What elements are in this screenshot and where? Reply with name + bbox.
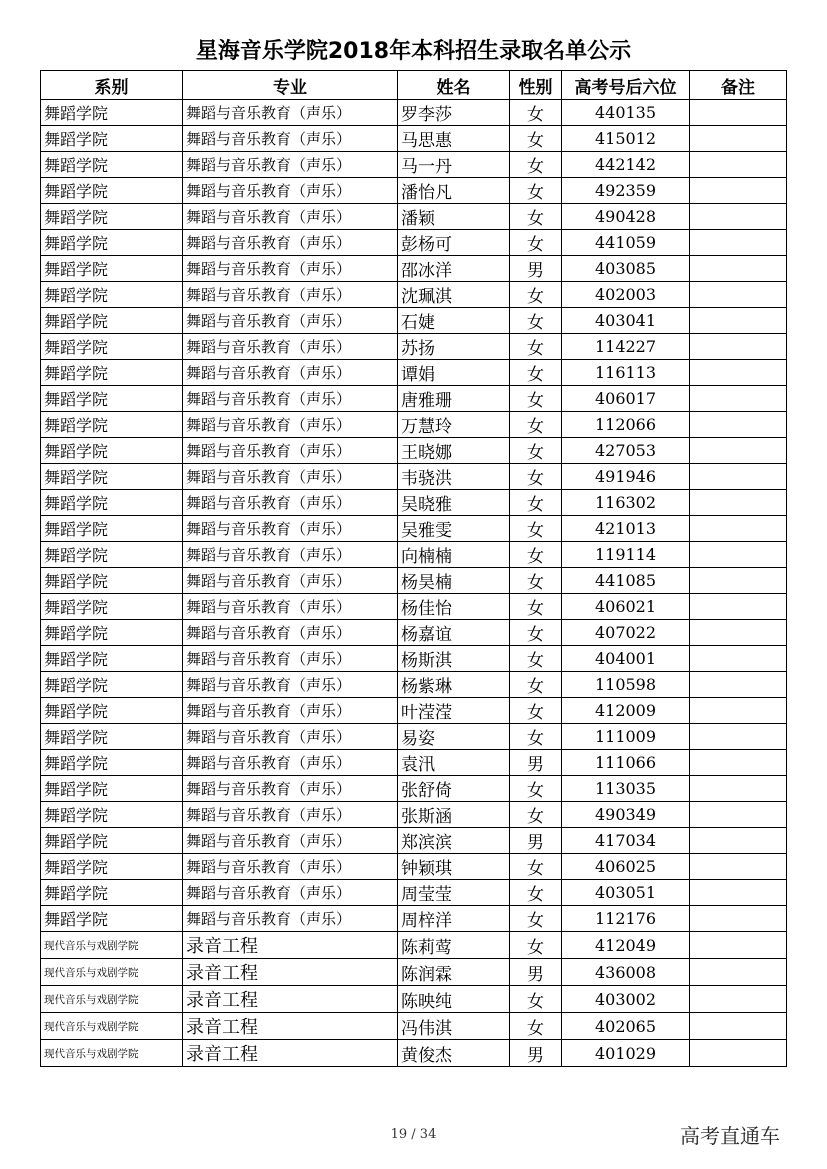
- table-row: [41, 802, 787, 828]
- cell-exam-no: 436008: [562, 959, 690, 986]
- cell-exam-no: 116113: [562, 360, 690, 386]
- admission-table: [40, 70, 787, 1067]
- cell-dept: 舞蹈学院: [41, 490, 183, 516]
- cell-dept: 舞蹈学院: [41, 282, 183, 308]
- cell-note: [690, 854, 787, 880]
- cell-name: 陈莉莺: [398, 932, 510, 959]
- cell-dept: 舞蹈学院: [41, 802, 183, 828]
- cell-name: 潘颖: [398, 204, 510, 230]
- cell-major: 舞蹈与音乐教育（声乐）: [183, 256, 398, 282]
- cell-exam-no: 114227: [562, 334, 690, 360]
- cell-major: 舞蹈与音乐教育（声乐）: [183, 854, 398, 880]
- table-row: [41, 204, 787, 230]
- table-row: [41, 568, 787, 594]
- cell-name: 袁汛: [398, 750, 510, 776]
- cell-note: [690, 932, 787, 959]
- cell-dept: 现代音乐与戏剧学院: [41, 1013, 183, 1040]
- table-row: [41, 282, 787, 308]
- page-number: 19 / 34: [390, 1127, 437, 1142]
- cell-major: 舞蹈与音乐教育（声乐）: [183, 126, 398, 152]
- cell-exam-no: 441059: [562, 230, 690, 256]
- cell-exam-no: 112066: [562, 412, 690, 438]
- cell-name: 吴雅雯: [398, 516, 510, 542]
- cell-major: 录音工程: [183, 1013, 398, 1040]
- cell-gender: 女: [510, 594, 562, 620]
- cell-gender: 女: [510, 178, 562, 204]
- cell-note: [690, 594, 787, 620]
- cell-major: 舞蹈与音乐教育（声乐）: [183, 360, 398, 386]
- table-row: [41, 464, 787, 490]
- cell-dept: 舞蹈学院: [41, 646, 183, 672]
- cell-name: 吴晓雅: [398, 490, 510, 516]
- cell-name: 苏扬: [398, 334, 510, 360]
- cell-note: [690, 828, 787, 854]
- cell-note: [690, 1013, 787, 1040]
- cell-major: 舞蹈与音乐教育（声乐）: [183, 698, 398, 724]
- cell-note: [690, 412, 787, 438]
- cell-major: 舞蹈与音乐教育（声乐）: [183, 724, 398, 750]
- cell-note: [690, 490, 787, 516]
- cell-note: [690, 308, 787, 334]
- cell-name: 陈映纯: [398, 986, 510, 1013]
- cell-dept: 舞蹈学院: [41, 854, 183, 880]
- cell-note: [690, 178, 787, 204]
- cell-note: [690, 986, 787, 1013]
- cell-gender: 女: [510, 542, 562, 568]
- cell-dept: 舞蹈学院: [41, 906, 183, 932]
- cell-exam-no: 111066: [562, 750, 690, 776]
- cell-exam-no: 403051: [562, 880, 690, 906]
- cell-exam-no: 402065: [562, 1013, 690, 1040]
- cell-name: 石婕: [398, 308, 510, 334]
- table-row: [41, 698, 787, 724]
- table-row: [41, 360, 787, 386]
- cell-note: [690, 334, 787, 360]
- cell-major: 舞蹈与音乐教育（声乐）: [183, 152, 398, 178]
- cell-dept: 现代音乐与戏剧学院: [41, 932, 183, 959]
- cell-gender: 女: [510, 516, 562, 542]
- cell-major: 舞蹈与音乐教育（声乐）: [183, 490, 398, 516]
- cell-dept: 舞蹈学院: [41, 464, 183, 490]
- table-body: [41, 100, 787, 1067]
- table-row: [41, 438, 787, 464]
- cell-dept: 舞蹈学院: [41, 568, 183, 594]
- cell-exam-no: 491946: [562, 464, 690, 490]
- table-row: [41, 672, 787, 698]
- cell-major: 舞蹈与音乐教育（声乐）: [183, 568, 398, 594]
- table-row: [41, 828, 787, 854]
- cell-name: 杨斯淇: [398, 646, 510, 672]
- cell-note: [690, 750, 787, 776]
- cell-dept: 舞蹈学院: [41, 204, 183, 230]
- cell-name: 彭杨可: [398, 230, 510, 256]
- cell-gender: 女: [510, 986, 562, 1013]
- table-row: [41, 724, 787, 750]
- cell-dept: 舞蹈学院: [41, 308, 183, 334]
- cell-gender: 男: [510, 1040, 562, 1067]
- cell-note: [690, 568, 787, 594]
- cell-note: [690, 620, 787, 646]
- cell-name: 黄俊杰: [398, 1040, 510, 1067]
- header-exam-no: 高考号后六位: [562, 71, 690, 100]
- cell-dept: 舞蹈学院: [41, 828, 183, 854]
- cell-note: [690, 386, 787, 412]
- cell-name: 冯伟淇: [398, 1013, 510, 1040]
- cell-gender: 女: [510, 308, 562, 334]
- cell-major: 舞蹈与音乐教育（声乐）: [183, 230, 398, 256]
- cell-name: 潘怡凡: [398, 178, 510, 204]
- cell-gender: 女: [510, 438, 562, 464]
- cell-major: 舞蹈与音乐教育（声乐）: [183, 282, 398, 308]
- cell-major: 舞蹈与音乐教育（声乐）: [183, 880, 398, 906]
- table-header-row: [41, 71, 787, 100]
- cell-name: 王晓娜: [398, 438, 510, 464]
- cell-dept: 舞蹈学院: [41, 360, 183, 386]
- cell-exam-no: 412049: [562, 932, 690, 959]
- cell-dept: 现代音乐与戏剧学院: [41, 959, 183, 986]
- cell-name: 向楠楠: [398, 542, 510, 568]
- table-row: [41, 334, 787, 360]
- table-row: [41, 152, 787, 178]
- cell-name: 张舒倚: [398, 776, 510, 802]
- cell-name: 易姿: [398, 724, 510, 750]
- cell-major: 舞蹈与音乐教育（声乐）: [183, 906, 398, 932]
- cell-dept: 现代音乐与戏剧学院: [41, 986, 183, 1013]
- cell-gender: 女: [510, 932, 562, 959]
- cell-dept: 舞蹈学院: [41, 152, 183, 178]
- table-row: [41, 412, 787, 438]
- cell-exam-no: 404001: [562, 646, 690, 672]
- cell-name: 邵冰洋: [398, 256, 510, 282]
- cell-exam-no: 111009: [562, 724, 690, 750]
- cell-major: 舞蹈与音乐教育（声乐）: [183, 178, 398, 204]
- cell-exam-no: 441085: [562, 568, 690, 594]
- cell-major: 舞蹈与音乐教育（声乐）: [183, 464, 398, 490]
- cell-dept: 舞蹈学院: [41, 412, 183, 438]
- cell-exam-no: 492359: [562, 178, 690, 204]
- cell-major: 舞蹈与音乐教育（声乐）: [183, 334, 398, 360]
- cell-exam-no: 406025: [562, 854, 690, 880]
- cell-note: [690, 438, 787, 464]
- cell-gender: 男: [510, 959, 562, 986]
- header-note: 备注: [690, 71, 787, 100]
- table-row: [41, 308, 787, 334]
- cell-exam-no: 412009: [562, 698, 690, 724]
- cell-dept: 舞蹈学院: [41, 386, 183, 412]
- cell-note: [690, 724, 787, 750]
- table-row: [41, 986, 787, 1013]
- cell-dept: 现代音乐与戏剧学院: [41, 1040, 183, 1067]
- cell-exam-no: 427053: [562, 438, 690, 464]
- cell-dept: 舞蹈学院: [41, 594, 183, 620]
- cell-major: 舞蹈与音乐教育（声乐）: [183, 750, 398, 776]
- cell-major: 舞蹈与音乐教育（声乐）: [183, 646, 398, 672]
- cell-note: [690, 542, 787, 568]
- cell-exam-no: 119114: [562, 542, 690, 568]
- cell-note: [690, 230, 787, 256]
- cell-note: [690, 516, 787, 542]
- cell-gender: 女: [510, 386, 562, 412]
- cell-note: [690, 880, 787, 906]
- cell-note: [690, 1040, 787, 1067]
- cell-gender: 女: [510, 1013, 562, 1040]
- cell-name: 周莹莹: [398, 880, 510, 906]
- cell-exam-no: 415012: [562, 126, 690, 152]
- cell-name: 杨昊楠: [398, 568, 510, 594]
- cell-note: [690, 100, 787, 126]
- cell-exam-no: 110598: [562, 672, 690, 698]
- cell-major: 录音工程: [183, 1040, 398, 1067]
- cell-dept: 舞蹈学院: [41, 438, 183, 464]
- table-row: [41, 880, 787, 906]
- cell-note: [690, 776, 787, 802]
- cell-dept: 舞蹈学院: [41, 542, 183, 568]
- cell-note: [690, 906, 787, 932]
- cell-dept: 舞蹈学院: [41, 516, 183, 542]
- cell-dept: 舞蹈学院: [41, 620, 183, 646]
- cell-note: [690, 204, 787, 230]
- watermark: 高考直通车: [680, 1124, 780, 1148]
- header-major: 专业: [183, 71, 398, 100]
- cell-name: 郑滨滨: [398, 828, 510, 854]
- cell-dept: 舞蹈学院: [41, 126, 183, 152]
- cell-major: 舞蹈与音乐教育（声乐）: [183, 386, 398, 412]
- table-row: [41, 1013, 787, 1040]
- cell-dept: 舞蹈学院: [41, 672, 183, 698]
- cell-name: 罗李莎: [398, 100, 510, 126]
- cell-gender: 女: [510, 906, 562, 932]
- cell-dept: 舞蹈学院: [41, 256, 183, 282]
- table-row: [41, 542, 787, 568]
- cell-name: 钟颖琪: [398, 854, 510, 880]
- table-row: [41, 386, 787, 412]
- cell-gender: 女: [510, 282, 562, 308]
- table-row: [41, 1040, 787, 1067]
- cell-note: [690, 464, 787, 490]
- cell-name: 张斯涵: [398, 802, 510, 828]
- cell-exam-no: 403041: [562, 308, 690, 334]
- cell-dept: 舞蹈学院: [41, 230, 183, 256]
- cell-major: 舞蹈与音乐教育（声乐）: [183, 828, 398, 854]
- table-row: [41, 230, 787, 256]
- cell-major: 舞蹈与音乐教育（声乐）: [183, 594, 398, 620]
- table-row: [41, 256, 787, 282]
- cell-gender: 女: [510, 620, 562, 646]
- cell-gender: 男: [510, 828, 562, 854]
- cell-major: 舞蹈与音乐教育（声乐）: [183, 412, 398, 438]
- cell-exam-no: 401029: [562, 1040, 690, 1067]
- cell-major: 舞蹈与音乐教育（声乐）: [183, 438, 398, 464]
- cell-exam-no: 407022: [562, 620, 690, 646]
- table-row: [41, 178, 787, 204]
- cell-name: 杨嘉谊: [398, 620, 510, 646]
- cell-major: 舞蹈与音乐教育（声乐）: [183, 204, 398, 230]
- cell-gender: 女: [510, 100, 562, 126]
- cell-major: 录音工程: [183, 986, 398, 1013]
- table-row: [41, 932, 787, 959]
- cell-name: 韦骁洪: [398, 464, 510, 490]
- cell-gender: 女: [510, 646, 562, 672]
- cell-gender: 女: [510, 126, 562, 152]
- cell-name: 杨紫琳: [398, 672, 510, 698]
- cell-exam-no: 406017: [562, 386, 690, 412]
- cell-note: [690, 152, 787, 178]
- table-row: [41, 100, 787, 126]
- cell-dept: 舞蹈学院: [41, 776, 183, 802]
- cell-name: 万慧玲: [398, 412, 510, 438]
- cell-dept: 舞蹈学院: [41, 724, 183, 750]
- cell-note: [690, 360, 787, 386]
- header-name: 姓名: [398, 71, 510, 100]
- table-row: [41, 854, 787, 880]
- cell-gender: 女: [510, 698, 562, 724]
- cell-gender: 女: [510, 854, 562, 880]
- cell-gender: 男: [510, 750, 562, 776]
- cell-exam-no: 421013: [562, 516, 690, 542]
- cell-name: 马思惠: [398, 126, 510, 152]
- table-row: [41, 776, 787, 802]
- cell-major: 舞蹈与音乐教育（声乐）: [183, 308, 398, 334]
- cell-dept: 舞蹈学院: [41, 880, 183, 906]
- header-gender: 性别: [510, 71, 562, 100]
- cell-gender: 女: [510, 776, 562, 802]
- cell-major: 舞蹈与音乐教育（声乐）: [183, 672, 398, 698]
- cell-major: 舞蹈与音乐教育（声乐）: [183, 542, 398, 568]
- cell-gender: 男: [510, 256, 562, 282]
- cell-gender: 女: [510, 802, 562, 828]
- cell-note: [690, 126, 787, 152]
- cell-dept: 舞蹈学院: [41, 178, 183, 204]
- cell-dept: 舞蹈学院: [41, 100, 183, 126]
- cell-exam-no: 116302: [562, 490, 690, 516]
- cell-major: 录音工程: [183, 959, 398, 986]
- cell-exam-no: 490428: [562, 204, 690, 230]
- table-row: [41, 750, 787, 776]
- cell-major: 舞蹈与音乐教育（声乐）: [183, 776, 398, 802]
- cell-dept: 舞蹈学院: [41, 698, 183, 724]
- cell-name: 陈润霖: [398, 959, 510, 986]
- cell-exam-no: 440135: [562, 100, 690, 126]
- cell-gender: 女: [510, 412, 562, 438]
- cell-note: [690, 959, 787, 986]
- cell-gender: 女: [510, 880, 562, 906]
- cell-exam-no: 417034: [562, 828, 690, 854]
- cell-exam-no: 113035: [562, 776, 690, 802]
- cell-exam-no: 442142: [562, 152, 690, 178]
- cell-note: [690, 282, 787, 308]
- cell-gender: 女: [510, 672, 562, 698]
- cell-gender: 女: [510, 360, 562, 386]
- cell-exam-no: 406021: [562, 594, 690, 620]
- cell-gender: 女: [510, 334, 562, 360]
- cell-exam-no: 490349: [562, 802, 690, 828]
- table-row: [41, 906, 787, 932]
- cell-gender: 女: [510, 724, 562, 750]
- cell-gender: 女: [510, 568, 562, 594]
- cell-major: 舞蹈与音乐教育（声乐）: [183, 516, 398, 542]
- cell-gender: 女: [510, 490, 562, 516]
- table-row: [41, 490, 787, 516]
- document-title: 星海音乐学院2018年本科招生录取名单公示: [195, 39, 632, 64]
- cell-major: 录音工程: [183, 932, 398, 959]
- cell-name: 唐雅珊: [398, 386, 510, 412]
- cell-gender: 女: [510, 464, 562, 490]
- cell-major: 舞蹈与音乐教育（声乐）: [183, 100, 398, 126]
- cell-name: 叶滢滢: [398, 698, 510, 724]
- cell-note: [690, 672, 787, 698]
- cell-exam-no: 112176: [562, 906, 690, 932]
- cell-gender: 女: [510, 152, 562, 178]
- cell-name: 沈珮淇: [398, 282, 510, 308]
- cell-note: [690, 646, 787, 672]
- cell-name: 周梓洋: [398, 906, 510, 932]
- cell-major: 舞蹈与音乐教育（声乐）: [183, 802, 398, 828]
- cell-note: [690, 698, 787, 724]
- cell-gender: 女: [510, 230, 562, 256]
- cell-exam-no: 402003: [562, 282, 690, 308]
- table-row: [41, 620, 787, 646]
- cell-name: 马一丹: [398, 152, 510, 178]
- header-dept: 系别: [41, 71, 183, 100]
- table-row: [41, 126, 787, 152]
- cell-name: 杨佳怡: [398, 594, 510, 620]
- table-row: [41, 594, 787, 620]
- table-row: [41, 959, 787, 986]
- table-row: [41, 516, 787, 542]
- cell-name: 谭娟: [398, 360, 510, 386]
- cell-dept: 舞蹈学院: [41, 750, 183, 776]
- table-row: [41, 646, 787, 672]
- cell-gender: 女: [510, 204, 562, 230]
- cell-note: [690, 256, 787, 282]
- cell-note: [690, 802, 787, 828]
- cell-exam-no: 403085: [562, 256, 690, 282]
- cell-exam-no: 403002: [562, 986, 690, 1013]
- cell-major: 舞蹈与音乐教育（声乐）: [183, 620, 398, 646]
- cell-dept: 舞蹈学院: [41, 334, 183, 360]
